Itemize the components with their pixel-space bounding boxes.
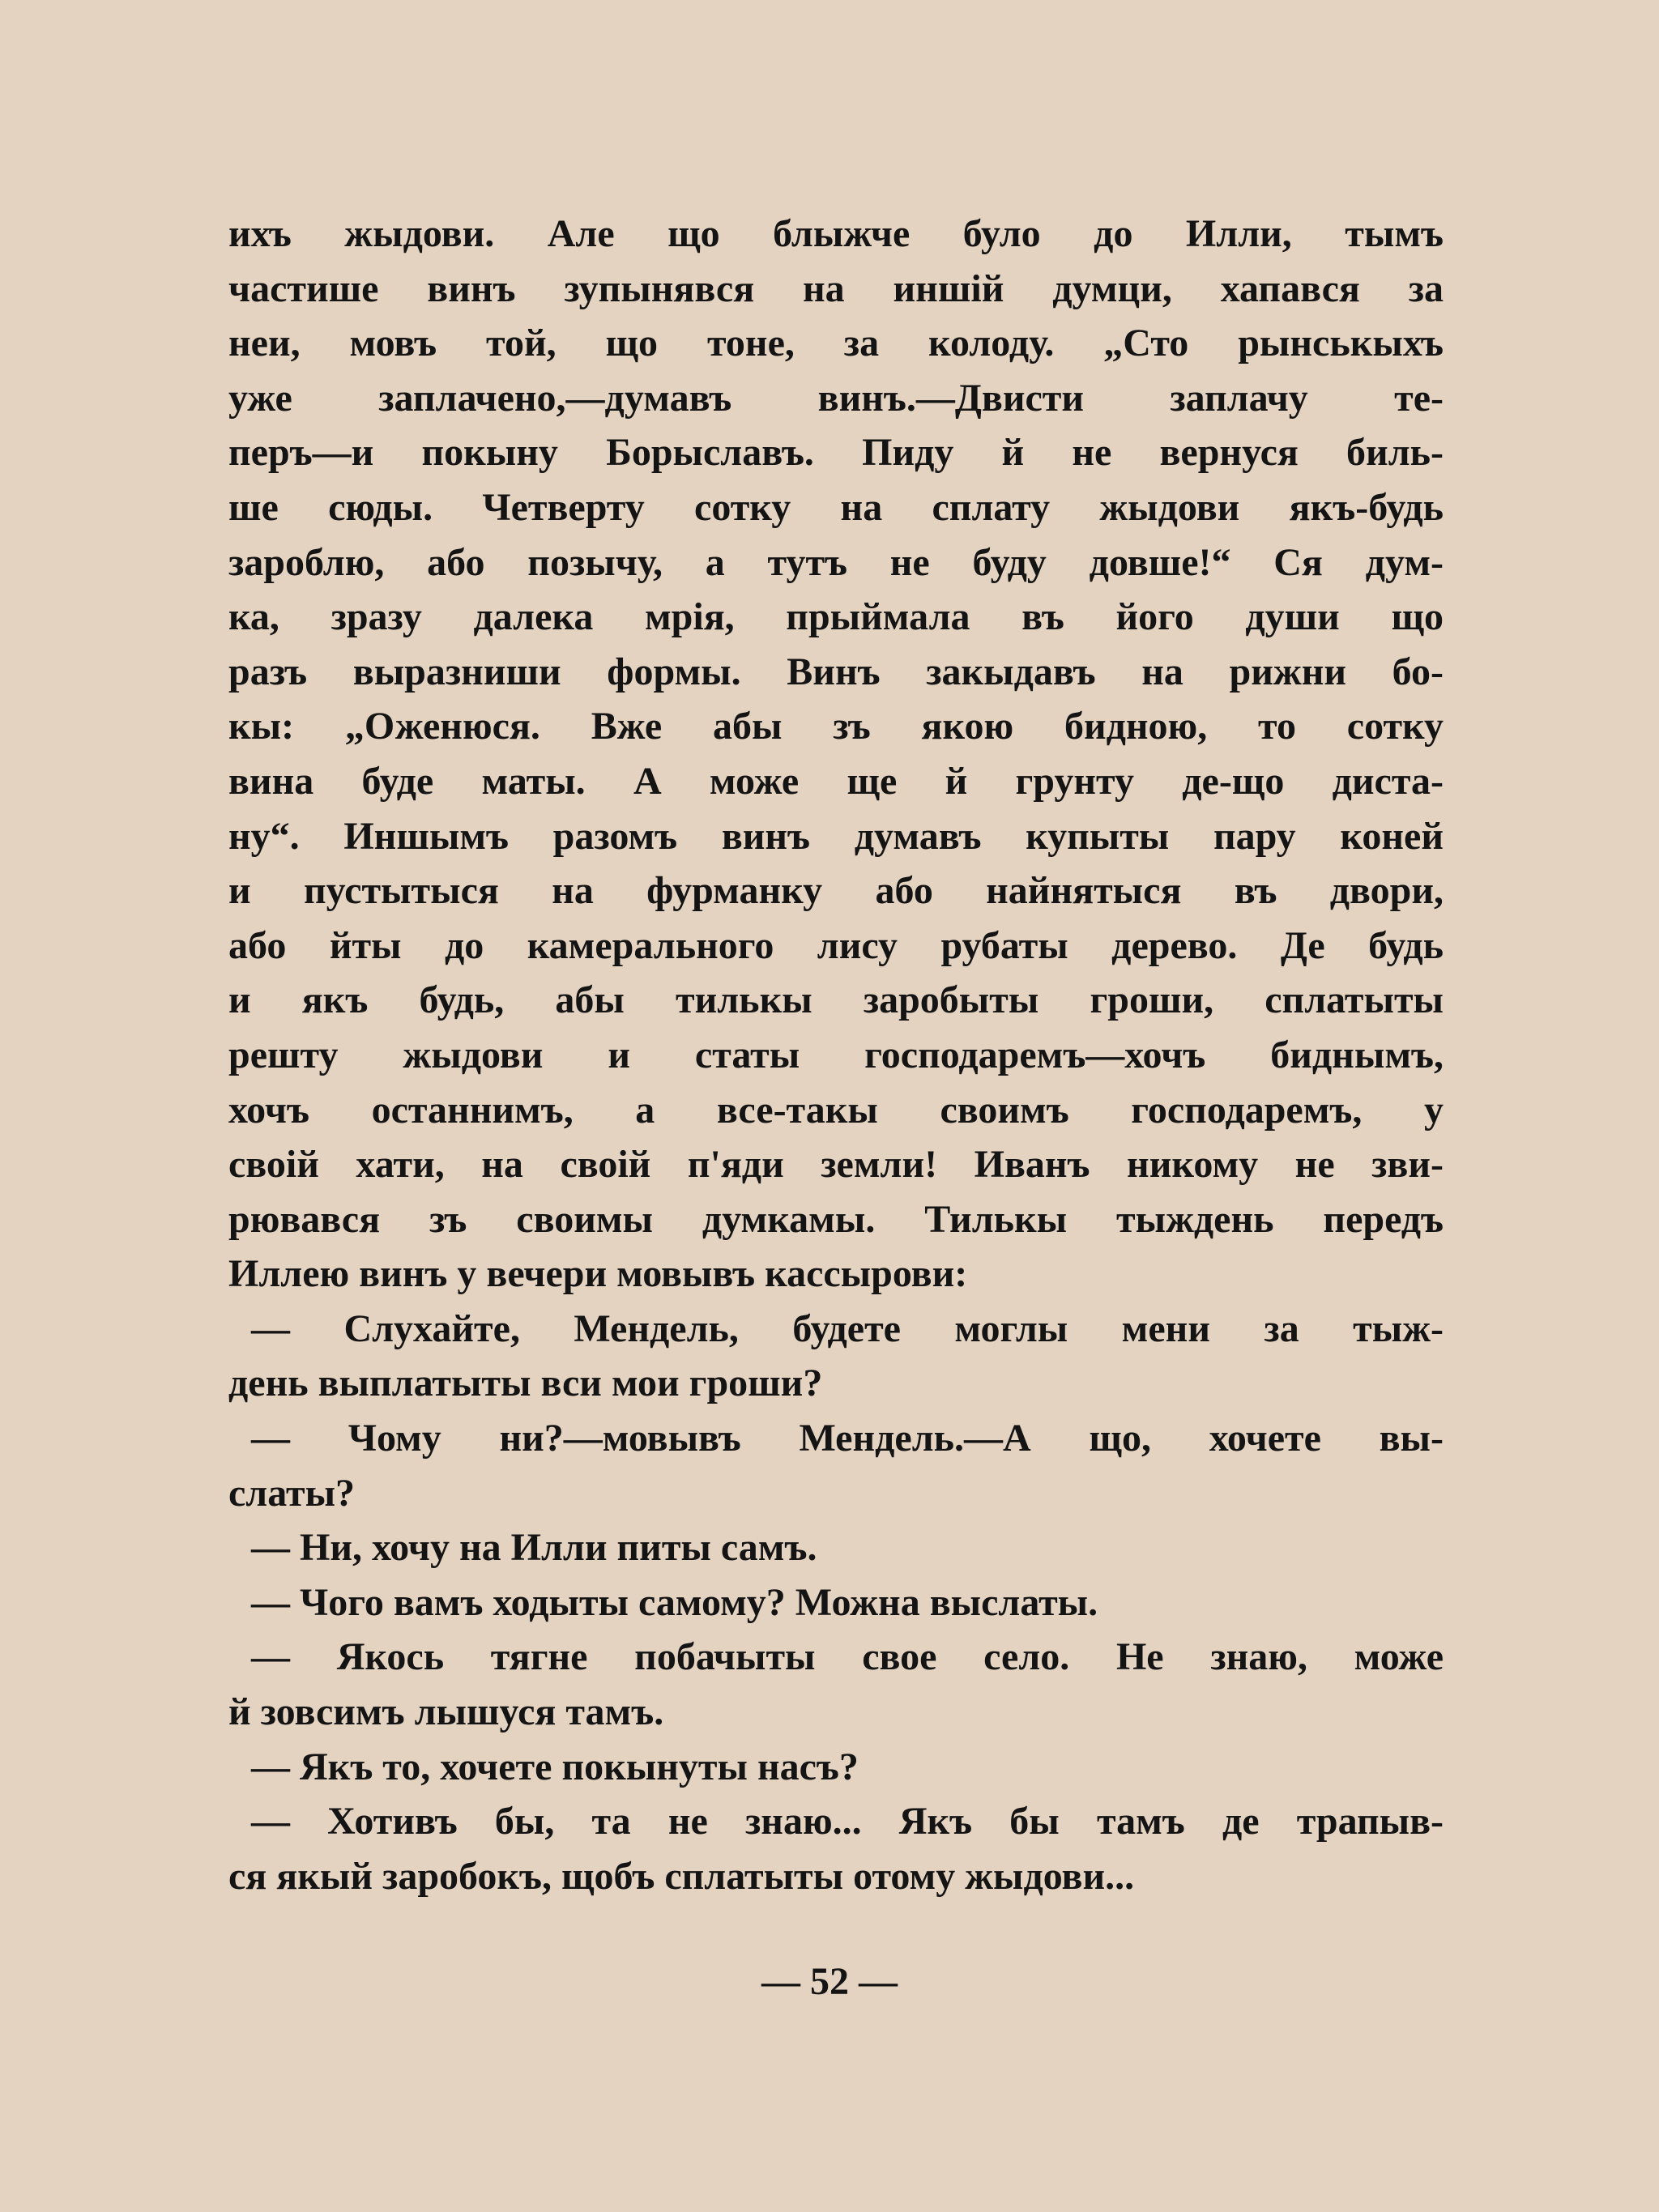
text-line: день выплатыты вси мои гроши? [228,1362,823,1405]
text-line: рювався зъ своимы думкамы. Тилькы тыждень передъ [228,1197,1444,1241]
text-line: — Слухайте, Мендель, будете моглы мени за тыж- [251,1306,1444,1350]
paragraph [228,1411,1444,1520]
text-line: — Якось тягне побачыты свое село. Не знаю, може [251,1635,1444,1679]
paragraph [228,1740,1444,1795]
text-line: — Чому ни?—мовывъ Мендель.—А що, хочете вы- [251,1417,1444,1460]
paragraph [228,1630,1444,1739]
paragraph [228,1520,1444,1575]
text-line: уже заплачено,—думавъ винъ.—Двисти заплачу те- [228,376,1444,420]
text-line: и якъ будь, абы тилькы заробыты гроши, сплатыты [228,978,1444,1022]
paragraph [228,1794,1444,1903]
text-line: — Чого вамъ ходыты самому? Можна выслаты. [251,1580,1098,1624]
text-line: своій хати, на своій п'яди земли! Иванъ никому не зви- [228,1143,1444,1187]
paragraph [228,207,1444,1302]
text-line: и пустытыся на фурманку або найнятыся въ двори, [228,869,1444,913]
text-line: кы: „Оженюся. Вже абы зъ якою бидною, то сотку [228,705,1444,748]
paragraph [228,1575,1444,1630]
text-line: Иллею винъ у вечери мовывъ кассырови: [228,1252,968,1296]
text-line: неи, мовъ той, що тоне, за колоду. „Сто рынськыхъ [228,322,1444,365]
text-line: — Хотивъ бы, та не знаю... Якъ бы тамъ де трапыв- [251,1800,1444,1843]
text-line: ся якый заробокъ, щобъ сплатыты отому жыдови... [228,1854,1135,1898]
text-line: хочъ останнимъ, а все-такы своимъ господаремъ, у [228,1088,1444,1132]
text-line: ну“. Иншымъ разомъ винъ думавъ купыты пару коней [228,814,1444,858]
text-line: зароблю, або позычу, а тутъ не буду довше!“ Ся дум- [228,540,1444,584]
page-number: — 52 — [761,1960,898,2003]
text-line: разъ выразниши формы. Винъ закыдавъ на рижни бо- [228,650,1444,693]
text-line: ка, зразу далека мрія, прыймала въ його души що [228,595,1444,639]
text-line: перъ—и покыну Борыславъ. Пиду й не вернуся биль- [228,431,1444,475]
body-text [228,207,1444,1903]
text-line: — Ни, хочу на Илли питы самъ. [251,1526,817,1570]
text-line: ихъ жыдови. Але що блыжче було до Илли, тымъ [228,212,1444,255]
text-line: частише винъ зупынявся на иншій думци, хапався за [228,266,1444,310]
text-line: — Якъ то, хочете покынуты насъ? [251,1745,859,1788]
text-line: решту жыдови и статы господаремъ—хочъ биднымъ, [228,1033,1444,1076]
text-line: вина буде маты. А може ще й грунту де-що диста- [228,759,1444,803]
text-line: або йты до камерального лису рубаты дерево. Де будь [228,923,1444,967]
text-line: слаты? [228,1471,356,1515]
paragraph [228,1302,1444,1411]
text-line: й зовсимъ лышуся тамъ. [228,1690,664,1734]
text-line: ше сюды. Четверту сотку на сплату жыдови якъ-будь [228,485,1444,529]
